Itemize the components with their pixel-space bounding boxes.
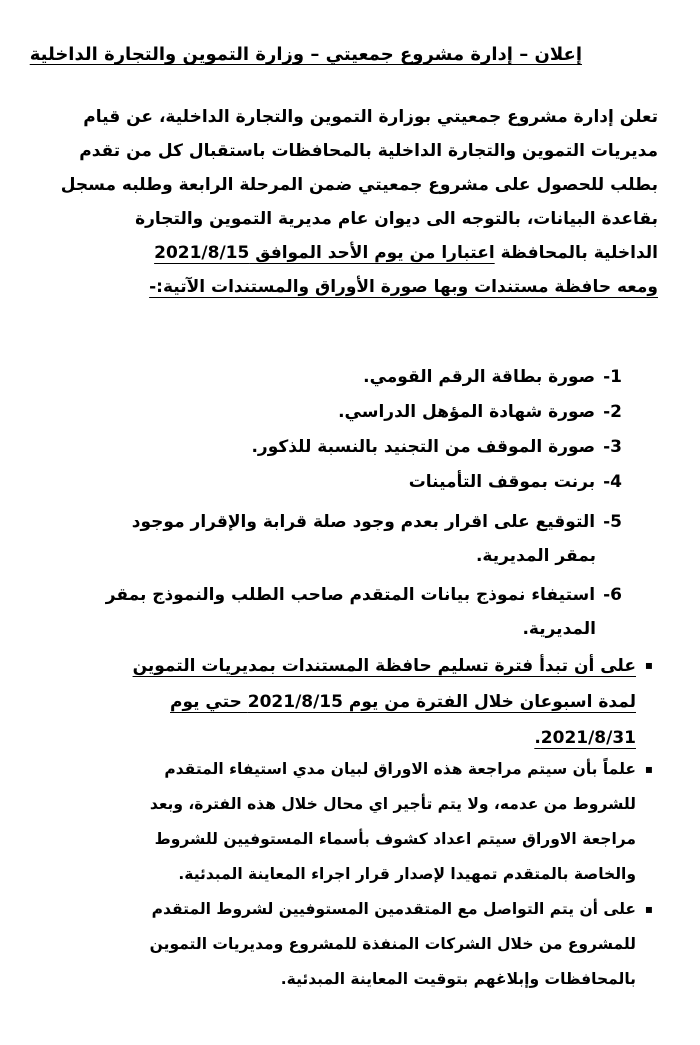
intro-line: مديريات التموين والتجارة الداخلية بالمحافظات باستقبال كل من تقدم: [79, 141, 658, 161]
document-item-continuation: بمقر المديرية.: [475, 546, 596, 566]
document-item-continuation: المديرية.: [522, 619, 596, 639]
note-review: علماً بأن سيتم مراجعة هذه الاوراق لبيان مدي استيفاء المتقدم للشروط من عدمه، ولا يتم تأجير اي محال خلال هذه الفترة، وبعد مراجعة الاوراق سيتم اعداد كشوف بأسماء المستوفيين للشروط والخاصة بالمتقدم تمهيدا لإصدار قرار اجراء المعاينة المبدئية.: [149, 760, 636, 883]
document-item: 4-برنت بموقف التأمينات: [408, 472, 622, 492]
note-contact: على أن يتم التواصل مع المتقدمين المستوفيين لشروط المتقدم للمشروع من خلال الشركات المنفذة للمشروع ومديريات التموين بالمحافظات وإبلاغهم بتوقيت المعاينة المبدئية.: [149, 900, 636, 988]
intro-line6: ومعه حافظة مستندات وبها صورة الأوراق والمستندات الآتية:-: [149, 277, 658, 297]
intro-line: تعلن إدارة مشروع جمعيتي بوزارة التموين والتجارة الداخلية، عن قيام: [83, 107, 658, 127]
document-item: 6-استيفاء نموذج بيانات المتقدم صاحب الطلب والنموذج بمقر: [105, 585, 622, 605]
intro-line: بطلب للحصول على مشروع جمعيتي ضمن المرحلة الرابعة وطلبه مسجل: [60, 175, 658, 195]
bullet-icon: ▪: [644, 658, 654, 672]
bullet-icon: ▪: [644, 902, 654, 916]
note-delivery-period: على أن تبدأ فترة تسليم حافظة المستندات بمديريات التموين لمدة اسبوعان خلال الفترة من يوم 2021/8/15 حتي يوم 2021/8/31.: [132, 656, 636, 748]
document-item: 5-التوقيع على اقرار بعدم وجود صلة قرابة والإقرار موجود: [131, 512, 622, 532]
intro-line5-plain: الداخلية بالمحافظة: [500, 243, 658, 263]
intro-line: [30, 236, 658, 270]
document-item: 1-صورة بطاقة الرقم القومي.: [363, 367, 622, 387]
announcement-title: إعلان – إدارة مشروع جمعيتي – وزارة التموين والتجارة الداخلية: [29, 44, 582, 65]
document-item: 2-صورة شهادة المؤهل الدراسي.: [338, 402, 622, 422]
bullet-icon: ▪: [644, 762, 654, 776]
document-item: 3-صورة الموقف من التجنيد بالنسبة للذكور.: [251, 437, 622, 457]
intro-line: بقاعدة البيانات، بالتوجه الى ديوان عام مديرية التموين والتجارة: [135, 209, 658, 229]
intro-paragraph: [30, 100, 658, 304]
start-date-highlight: اعتبارا من يوم الأحد الموافق 2021/8/15: [154, 243, 495, 263]
